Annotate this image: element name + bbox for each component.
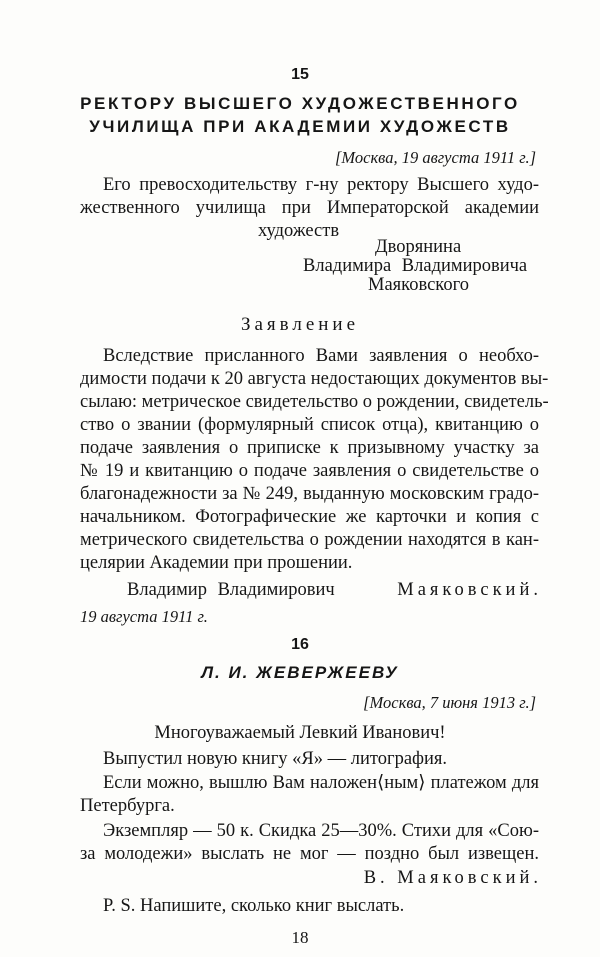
doc16-signature: В. Маяковский. [363, 868, 542, 888]
doc16-number: 16 [291, 636, 309, 653]
doc15-body-line: димости подачи к 20 августа недостающих документов вы- [80, 369, 549, 389]
doc15-title-line1: РЕКТОРУ ВЫСШЕГО ХУДОЖЕСТВЕННОГО [80, 94, 520, 113]
doc15-body-line: благонадежности за № 249, выданную московским градо- [80, 484, 539, 504]
doc15-body-line: метрического свидетельства о рождении находятся в кан- [80, 530, 539, 550]
doc15-address-line3: художеств [258, 221, 340, 241]
doc15-place-date: [Москва, 19 августа 1911 г.] [334, 148, 536, 167]
doc16-salutation: Многоуважаемый Левкий Иванович! [154, 723, 446, 743]
doc15-number: 15 [291, 66, 309, 83]
doc15-body-line: сылаю: метрическое свидетельство о рождении, свидетель- [80, 392, 549, 412]
doc16-body-line: Если можно, вышлю Вам наложен⟨ным⟩ платежом для [103, 773, 539, 793]
doc15-statement-title: Заявление [240, 314, 360, 335]
doc15-body-line: подаче заявления о приписке к призывному участку за [80, 438, 539, 458]
doc16-postscript: P. S. Напишите, сколько книг выслать. [103, 896, 405, 916]
doc16-title: Л. И. ЖЕВЕРЖЕЕВУ [201, 663, 399, 682]
page-number: 18 [291, 928, 309, 947]
doc16-body-line: Экземпляр — 50 к. Скидка 25—30%. Стихи для «Сою- [103, 821, 539, 841]
doc15-date: 19 августа 1911 г. [80, 607, 208, 626]
doc15-from-line3: Маяковского [368, 275, 469, 295]
doc16-body-line: за молодежи» выслать не мог — поздно был извещен. [80, 844, 539, 864]
doc16-body-line: Петербурга. [80, 796, 175, 816]
doc15-body-line: Вследствие присланного Вами заявления о необхо- [103, 346, 539, 366]
doc16-place-date: [Москва, 7 июня 1913 г.] [363, 693, 536, 712]
doc16-body-line: Выпустил новую книгу «Я» — литография. [103, 749, 448, 769]
doc15-body-line: начальником. Фотографические же карточки и копия с [80, 507, 539, 527]
doc15-body-line: целярии Академии при прошении. [80, 553, 353, 573]
doc15-body-line: № 19 и квитанцию о подаче заявления о свидетельстве о [80, 461, 539, 481]
doc15-body-line: ство о звании (формулярный список отца), квитанцию о [80, 415, 539, 435]
doc15-signature-surname: Маяковский. [397, 580, 542, 600]
doc15-from-line1: Дворянина [375, 237, 462, 257]
doc15-address-line2: жественного училища при Императорской академии [80, 198, 539, 218]
doc15-title-line2: УЧИЛИЩА ПРИ АКАДЕМИИ ХУДОЖЕСТВ [89, 117, 511, 136]
doc15-address-line1: Его превосходительству г-ну ректору Высшего худо- [103, 175, 539, 195]
doc15-from-line2: Владимира Владимировича [303, 256, 528, 276]
doc15-signature-name: Владимир Владимирович [127, 580, 335, 600]
